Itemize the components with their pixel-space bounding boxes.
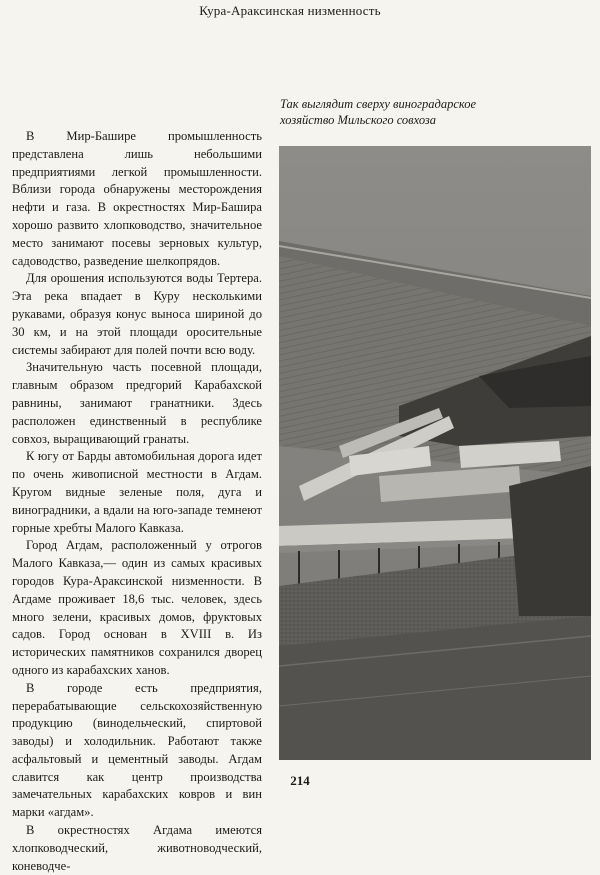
paragraph: К югу от Барды автомобильная дорога идет по очень живописной местности в Агдам. Кругом видные зеленые поля, дуга и виноградники, а вдали на юго-западе темнеют горные хребты Малого Кавказа. — [12, 449, 262, 535]
paragraph: В окрестностях Агдама имеются хлопководческий, животноводческий, коневодче- — [12, 823, 262, 873]
paragraph: Город Агдам, расположенный у отрогов Малого Кавказа,— один из самых красивых городов Кура-Араксинской низменности. В Агдаме проживает 18,6 тыс. человек, здесь много зелени, красивых домов, фруктовых садов. Город основан в XVIII в. Из исторических памятников сохранился дворец одного из карабахских ханов. — [12, 538, 262, 677]
figure-caption — [280, 96, 600, 128]
paragraph: Для орошения используются воды Тертера. Эта река впадает в Куру несколькими рукавами, образуя конус выноса шириной до 30 км, и на этой площади оросительные системы забирают для полей почти всю воду. — [12, 271, 262, 357]
paragraph: В Мир-Башире промышленность представлена лишь небольшими предприятиями легкой промышленности. Вблизи города обнаружены месторождения нефти и газа. В окрестностях Мир-Башира хорошо развито хлопководство, значительное место занимают посевы зерновых культур, садоводство, разведение шелкопрядов. — [12, 129, 262, 268]
paragraph: Значительную часть посевной площади, главным образом предгорий Карабахской равнины, занимают гранатники. Здесь расположен единственный в республике совхоз, выращивающий гранаты. — [12, 360, 262, 446]
aerial-photo-illustration — [279, 146, 591, 760]
paragraph: В городе есть предприятия, перерабатывающие сельскохозяйственную продукцию (винодельческий, спиртовой заводы) и холодильник. Работают также асфальтовый и цементный заводы. Агдам славится как центр производства замечательных карабахских ковров и вин марки «агдам». — [12, 680, 262, 820]
aerial-photo-vineyard-farm — [279, 146, 591, 760]
figure-caption-line-2: хозяйство Мильского совхоза — [280, 113, 437, 127]
figure-caption-line-1: Так выглядит сверху виноградарское — [280, 97, 477, 111]
running-head: Кура-Араксинская низменность — [199, 3, 381, 18]
body-text — [12, 128, 262, 875]
page-number: 214 — [290, 773, 310, 788]
